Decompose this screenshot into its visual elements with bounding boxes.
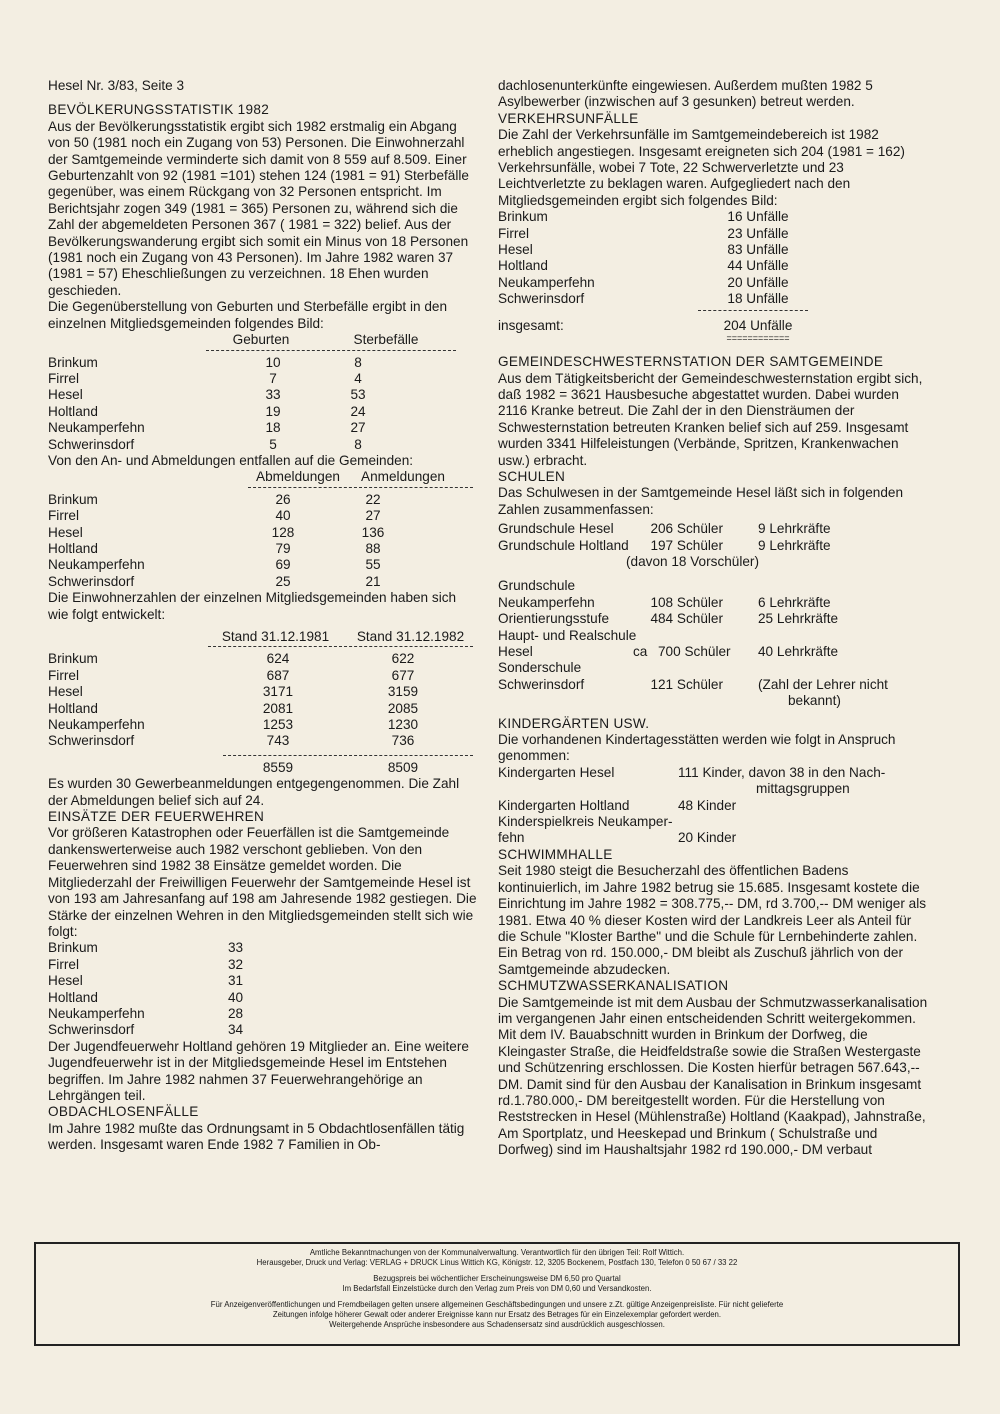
table-row: Kindergarten Hesel 111 Kinder, davon 38 in den Nach- (498, 764, 886, 780)
moves-table-header (48, 469, 478, 485)
traffic-table (498, 209, 928, 307)
table-row: Neukamperfehn 20 Unfälle (498, 274, 789, 290)
traffic-total-row: insgesamt: 204 Unfälle (498, 317, 793, 333)
table-row: Orientierungsstufe 484 Schüler 25 Lehrkräfte (498, 611, 839, 627)
traffic-text: Die Zahl der Verkehrsunfälle im Samtgemeindebereich ist 1982 erheblich angestiegen. Insgesamt ereigneten sich 204 (1981 = 162) Verkehrsunfälle, wobei 7 Tote, 22 Schwerverletzte und 23 Leichtverletzte zu beklagen waren. Aufgegliedert nach den Mitgliedsgemeinden ergibt sich folgendes Bild: (498, 127, 905, 208)
imprint-line: Amtliche Bekanntmachungen von der Kommunalverwaltung. Verantwortlich für den übrigen Teil: Rolf Wittich. (309, 1248, 685, 1257)
homeless-text-cont: dachlosenunterkünfte eingewiesen. Außerdem mußten 1982 5 Asylbewerber (inzwischen auf 3 gesunken) betreut werden. (498, 78, 873, 110)
table-row: Brinkum 16 Unfälle (498, 209, 789, 225)
table-row: Holtland 2081 2085 (48, 700, 419, 716)
trade-text: Es wurden 30 Gewerbeanmeldungen entgegengenommen. Die Zahl der Abmeldungen belief sich auf 24. (48, 776, 460, 808)
fire-text: Vor größeren Katastrophen oder Feuerfällen ist die Samtgemeinde dankenswerterweise auch 1982 verschont geblieben. Von den Feuerwehren sind 1982 38 Einsätze gemeldet worden. Die Mitgliederzahl der Freiwilligen Feuerwehr der Samtgemeinde Hesel ist von 193 am Jahresanfang auf 198 am Jahresende 1982 gestiegen. Die Stärke der einzelnen Wehren in den Mitgliedsgemeinden stellt sich wie folgt: (48, 825, 477, 939)
imprint-line: Im Bedarfsfall Einzelstücke durch den Verlag zum Preis von DM 0,60 und Versandkosten. (342, 1284, 652, 1293)
swimming-text: Seit 1980 steigt die Besucherzahl des öffentlichen Badens kontinuierlich, im Jahre 1982 betrug sie 15.685. Insgesamt kostete die Einrichtung im Jahre 1982 = 308.775,-- DM, rd 3.700,-- DM weniger als 1981. Etwa 40 % dieser Kosten wird der Landkreis Leer als Anteil für die Schule "Kloster Barthe" und die Schule für Lernbehinderte zahlen. (498, 863, 927, 944)
table-row: Grundschule Hesel 206 Schüler 9 Lehrkräfte (498, 521, 831, 537)
traffic-total-underline: ============ (726, 333, 790, 344)
table-row: Hesel 128 136 (48, 524, 385, 540)
table-row: Brinkum 33 (48, 940, 244, 956)
deaths-col-header: Sterbefälle (353, 332, 419, 348)
table-row-note: (davon 18 Vorschüler) (626, 553, 759, 569)
table-row: Firrel 40 27 (48, 508, 381, 524)
moves-intro: Von den An- und Abmeldungen entfallen auf die Gemeinden: (48, 452, 414, 468)
section-title-schools: SCHULEN (498, 468, 566, 484)
imprint-line: Herausgeber, Druck und Verlag: VERLAG + DRUCK Linus Wittich KG, Königstr. 12, 3205 Bockenem, Postfach 130, Telefon 0 50 67 / 33 22 (256, 1258, 738, 1267)
table-label: Sonderschule (498, 660, 582, 676)
section-title-kindergartens: KINDERGÄRTEN USW. (498, 715, 650, 731)
table-rule (208, 645, 473, 647)
table-row: Neukamperfehn 18 27 (48, 420, 366, 436)
section-title-swimming: SCHWIMMHALLE (498, 846, 613, 862)
table-row-note: mittagsgruppen (756, 781, 850, 797)
schools-table (498, 521, 928, 709)
table-rule (223, 754, 473, 756)
imprint-line: Zeitungen infolge höherer Gewalt oder anderer Ereignisse kann nur Ersatz des Betrages für ein Einzelexemplar gefordert werden. (272, 1310, 722, 1319)
schools-text: Das Schulwesen in der Samtgemeinde Hesel läßt sich in folgenden Zahlen zusammenfassen: (498, 485, 904, 517)
sewer-text: Die Samtgemeinde ist mit dem Ausbau der Schmutzwasserkanalisation im vergangenen Jahr einen entscheidenden Schritt weitergekommen. Mit dem IV. Bauabschnitt wurden in Brinkum der Dorfweg, die Kleingaster Straße, die Heidfeldstraße sowie die Straßen Westergaste und Schützenring erschlossen. Die Kosten hierfür betragen 567.643,-- DM. Damit sind für den Ausbau der Kanalisation in Brinkum insgesamt rd.1.780.000,- DM bereitgestellt worden. Für die Herstellung von Reststrecken in Hesel (Mühlenstraße) Holtland (Kaakpad), Jahnstraße, Am Sportplatz, und Heeskepad und Brinkum ( Schulstraße und Dorfweg) sind im Haushaltsjahr 1982 rd 190.000,- DM verbaut (498, 994, 928, 1158)
table-rule (248, 486, 473, 488)
table-row: Hesel 33 53 (48, 387, 366, 403)
table-label: Haupt- und Realschule (498, 627, 637, 643)
deregistrations-col-header: Abmeldungen (256, 469, 340, 485)
table-label: Grundschule (498, 578, 576, 594)
nursing-text: Aus dem Tätigkeitsbericht der Gemeindeschwesternstation ergibt sich, daß 1982 = 3621 Hausbesuche abgestattet wurden. Dabei wurden 2116 Kranke betreut. Die Zahl der in den Diensträumen der Schwesternstation betreuten Kranken belief sich auf 259. Insgesamt wurden 3341 Hilfeleistungen (Verbände, Spritzen, Krankenwachen usw.) erbracht. (498, 370, 923, 468)
youth-fire-text: Der Jugendfeuerwehr Holtland gehören 19 Mitglieder an. Eine weitere Jugendfeuerwehr ist in der Mitgliedsgemeinde Hesel im Entstehen begriffen. Im Jahre 1982 nahmen 37 Feuerwehrangehörige an Lehrgängen teil. (48, 1038, 469, 1103)
residents-table-header (48, 629, 478, 645)
table-row: Neukamperfehn 69 55 (48, 557, 381, 573)
residents-intro: Die Einwohnerzahlen der einzelnen Mitgliedsgemeinden haben sich wie folgt entwickelt: (48, 590, 457, 622)
births-intro: Die Gegenüberstellung von Geburten und Sterbefälle ergibt in den einzelnen Mitgliedsgemeinden folgendes Bild: (48, 299, 448, 331)
table-row: Firrel 32 (48, 956, 244, 972)
swimming-text-2: Ein Betrag von rd. 150.000,- DM bleibt als Zuschuß jährlich von der Samtgemeinde abzudecken. (498, 945, 903, 977)
imprint-line: Weitergehende Ansprüche insbesondere aus Schadensersatz sind ausdrücklich ausgeschlossen. (329, 1320, 665, 1329)
section-title-traffic: VERKEHRSUNFÄLLE (498, 110, 639, 126)
table-row: Hesel 3171 3159 (48, 684, 419, 700)
section-title-nursing: GEMEINDESCHWESTERNSTATION DER SAMTGEMEINDE (498, 354, 884, 370)
left-column (48, 78, 478, 1154)
table-row: Neukamperfehn 108 Schüler 6 Lehrkräfte (498, 594, 831, 610)
table-row: Schwerinsdorf 5 8 (48, 436, 362, 452)
table-row: Schwerinsdorf 121 Schüler (Zahl der Lehrer nicht (498, 676, 888, 692)
table-row: Firrel 687 677 (48, 667, 415, 683)
table-row: Brinkum 26 22 (48, 491, 381, 507)
table-row: Neukamperfehn 28 (48, 1005, 244, 1021)
table-row: Holtland 79 88 (48, 540, 381, 556)
fire-table (48, 940, 478, 1038)
table-row: Kindergarten Holtland 48 Kinder (498, 797, 737, 813)
table-row: Holtland 40 (48, 989, 244, 1005)
births-table-header (48, 332, 478, 348)
population-text: Aus der Bevölkerungsstatistik ergibt sich 1982 erstmalig ein Abgang von 50 (1981 noch ein Zugang von 53) Personen. Die Einwohnerzahl der Samtgemeinde verminderte sich damit von 8 559 auf 8.509. Einer Geburtenzahlt von 92 (1981 =101) stehen 124 (1981 = 91) Sterbefälle gegenüber, was einem Rückgang von 32 Personen entspricht. Im Berichtsjahr zogen 349 (1981 = 365) Personen zu, während sich die Zahl der abgemeldeten Personen 367 ( 1981 = 322) belief. Aus der Bevölkerungswanderung ergibt sich somit ein Minus von 18 Personen (1981 noch ein Zugang von 43 Personen). Im Jahre 1982 waren 37 (1981 = 57) Eheschließungen zu verzeichnen. 18 Ehen wurden geschieden. (48, 118, 469, 298)
stand-1981-header: Stand 31.12.1981 (221, 629, 330, 644)
moves-table (48, 492, 478, 590)
section-title-population: BEVÖLKERUNGSSTATISTIK 1982 (48, 102, 270, 118)
page-header: Hesel Nr. 3/83, Seite 3 (48, 78, 185, 93)
section-title-fire: EINSÄTZE DER FEUERWEHREN (48, 809, 265, 825)
imprint-box (34, 1242, 960, 1346)
table-row: Hesel 83 Unfälle (498, 242, 789, 258)
stand-1982-header: Stand 31.12.1982 (356, 629, 465, 644)
right-column (498, 78, 928, 1159)
table-row: Schwerinsdorf 34 (48, 1022, 244, 1038)
imprint-line: Für Anzeigenveröffentlichungen und Fremdbeilagen gelten unsere allgemeinen Geschäftsbedingungen und unsere z.Zt. gültige Anzeigenpreisliste. Für nicht gelieferte (210, 1300, 784, 1309)
kindergartens-text: Die vorhandenen Kindertagesstätten werden wie folgt in Anspruch genommen: (498, 732, 896, 764)
homeless-text: Im Jahre 1982 mußte das Ordnungsamt in 5 Obdachtlosenfällen tätig werden. Insgesamt waren Ende 1982 7 Familien in Ob- (48, 1120, 465, 1153)
residents-total-row: 8559 8509 (262, 759, 419, 775)
table-row: Schwerinsdorf 25 21 (48, 573, 381, 589)
residents-table (48, 651, 478, 749)
table-row: Brinkum 624 622 (48, 651, 415, 667)
table-row: Firrel 7 4 (48, 370, 362, 386)
births-col-header: Geburten (232, 332, 290, 348)
table-label: Kinderspielkreis Neukamper- (498, 814, 673, 830)
table-row-note: bekannt) (788, 693, 841, 709)
registrations-col-header: Anmeldungen (361, 469, 445, 485)
table-row: Grundschule Holtland 197 Schüler 9 Lehrkräfte (498, 537, 831, 553)
imprint-line: Bezugspreis bei wöchentlicher Erscheinungsweise DM 6,50 pro Quartal (373, 1274, 621, 1283)
table-row: Holtland 19 24 (48, 403, 366, 419)
kindergartens-table (498, 765, 928, 847)
births-table (48, 355, 478, 453)
table-row: fehn 20 Kinder (498, 830, 737, 846)
table-row: Neukamperfehn 1253 1230 (48, 717, 419, 733)
table-row: Schwerinsdorf 18 Unfälle (498, 291, 789, 307)
table-rule (698, 309, 808, 311)
table-row: Hesel 31 (48, 973, 244, 989)
section-title-sewer: SCHMUTZWASSERKANALISATION (498, 978, 729, 994)
table-row: Holtland 44 Unfälle (498, 258, 789, 274)
table-row: Firrel 23 Unfälle (498, 225, 789, 241)
table-row: Hesel ca 700 Schüler 40 Lehrkräfte (498, 644, 839, 659)
table-row: Schwerinsdorf 743 736 (48, 733, 415, 749)
table-rule (206, 349, 456, 351)
table-row: Brinkum 10 8 (48, 354, 362, 370)
section-title-homeless: OBDACHLOSENFÄLLE (48, 1104, 199, 1120)
